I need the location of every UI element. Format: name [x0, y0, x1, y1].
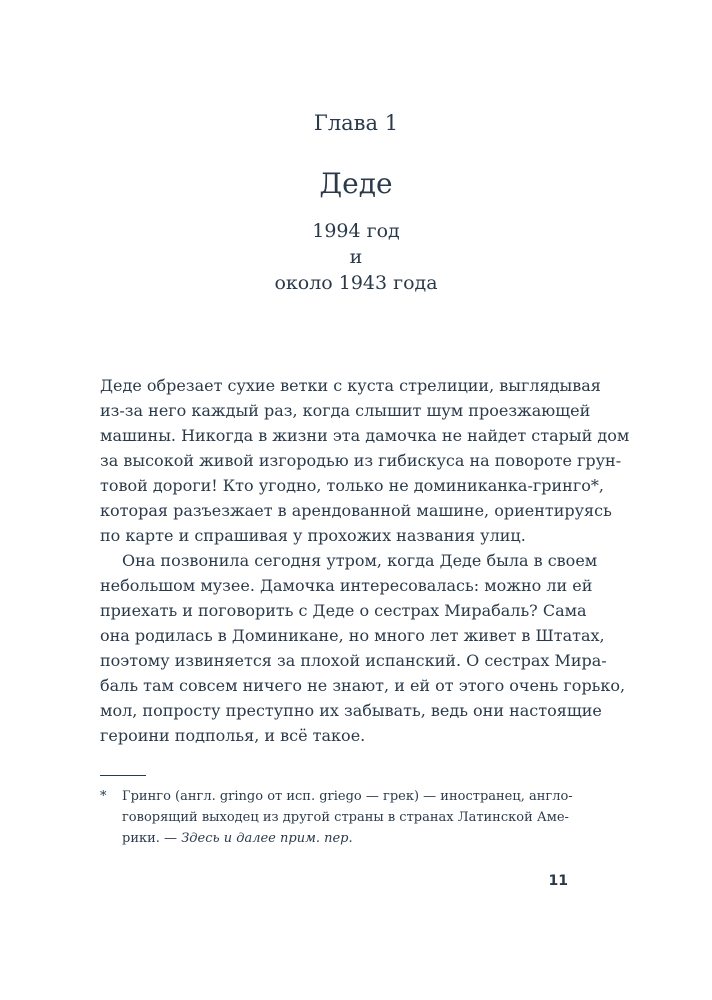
chapter-dates — [0, 218, 712, 296]
chapter-title: Деде — [319, 167, 393, 200]
text-line: по карте и спрашивая у прохожих названия улиц. — [100, 526, 526, 545]
page-number: 11 — [548, 873, 568, 889]
footnote-text: рики. — — [122, 831, 182, 846]
text-line: машины. Никогда в жизни эта дамочка не найдет старый дом — [100, 426, 630, 445]
footnote-translator-note: Здесь и далее прим. пер. — [181, 831, 353, 846]
footnote-line — [100, 828, 568, 849]
footnote — [100, 786, 573, 849]
text-line: приехать и поговорить с Деде о сестрах Мирабаль? Сама — [100, 601, 587, 620]
text-line: Она позвонила сегодня утром, когда Деде была в своем — [122, 551, 598, 570]
footnote-line — [100, 786, 573, 807]
footnote-line: говорящий выходец из другой страны в странах Латинской Аме- — [122, 810, 569, 825]
chapter-date-line: около 1943 года — [274, 272, 438, 294]
text-line: героини подполья, и всё такое. — [100, 726, 366, 745]
body-text — [100, 373, 630, 748]
text-line: которая разъезжает в арендованной машине, ориентируясь — [100, 501, 612, 520]
text-line: баль там совсем ничего не знают, и ей от этого очень горько, — [100, 676, 626, 695]
chapter-date-line: 1994 год — [312, 220, 400, 242]
footnote-text: Гринго (англ. gringo от исп. griego — грек) — иностранец, англо- — [122, 789, 573, 804]
footnote-divider — [100, 775, 146, 776]
text-line: за высокой живой изгородью из гибискуса на повороте грун- — [100, 451, 622, 470]
footnote-marker: * — [100, 789, 107, 804]
text-line: товой дороги! Кто угодно, только не доминиканка-гринго*, — [100, 476, 604, 495]
text-line: небольшом музее. Дамочка интересовалась: можно ли ей — [100, 576, 593, 595]
text-line: поэтому извиняется за плохой испанский. О сестрах Мира- — [100, 651, 607, 670]
chapter-label: Глава 1 — [313, 111, 399, 135]
text-line: из-за него каждый раз, когда слышит шум проезжающей — [100, 401, 591, 420]
text-line: мол, попросту преступно их забывать, ведь они настоящие — [100, 701, 602, 720]
text-line: она родилась в Доминикане, но много лет живет в Штатах, — [100, 626, 605, 645]
text-line: Деде обрезает сухие ветки с куста стрелиции, выглядывая — [100, 376, 601, 395]
chapter-date-line: и — [349, 246, 363, 268]
